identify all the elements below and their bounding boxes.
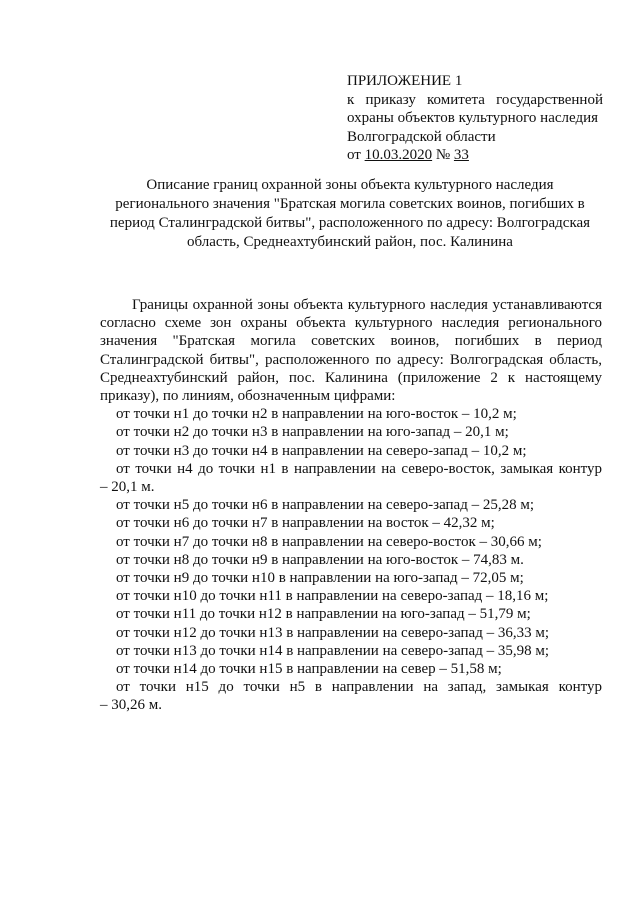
intro-line: согласно схеме зон охраны объекта культурного наследия регионального: [100, 315, 602, 332]
order-number: 33: [453, 147, 469, 163]
appendix-date-line: [347, 146, 603, 165]
segment-line: от точки н1 до точки н2 в направлении на юго-восток – 10,2 м;: [116, 406, 517, 423]
segment-line: от точки н10 до точки н11 в направлении на северо-запад – 18,16 м;: [116, 588, 549, 605]
segment-line: от точки н8 до точки н9 в направлении на юго-восток – 74,83 м.: [116, 551, 524, 568]
segment-line: от точки н6 до точки н7 в направлении на восток – 42,32 м;: [116, 515, 495, 532]
number-prefix: №: [435, 147, 451, 163]
title-line: регионального значения "Братская могила советских воинов, погибших в: [115, 196, 585, 212]
intro-line: Среднеахтубинский район, пос. Калинина (приложение 2 к настоящему: [100, 369, 602, 386]
document-body: [100, 296, 602, 715]
intro-line: Границы охранной зоны объекта культурного наследия устанавливаются: [132, 297, 602, 313]
document-title: [100, 176, 600, 252]
segment-line: от точки н11 до точки н12 в направлении на юго-запад – 51,79 м;: [116, 606, 531, 623]
intro-line: приказу), по линиям, обозначенным цифрами:: [100, 388, 396, 405]
segment-close-tail: – 20,1 м.: [100, 479, 155, 496]
segment-close-tail: – 30,26 м.: [100, 697, 162, 714]
segment-line: от точки н2 до точки н3 в направлении на юго-запад – 20,1 м;: [116, 424, 509, 441]
segment-line: от точки н14 до точки н15 в направлении на север – 51,58 м;: [116, 661, 502, 678]
intro-line: значения "Братская могила советских воинов, погибших в период: [100, 333, 602, 350]
order-date: 10.03.2020: [364, 147, 433, 163]
segment-line: от точки н7 до точки н8 в направлении на северо-восток – 30,66 м;: [116, 533, 542, 550]
title-line: период Сталинградской битвы", расположенного по адресу: Волгоградская: [109, 215, 591, 231]
title-line: область, Среднеахтубинский район, пос. Калинина: [187, 234, 513, 250]
segment-line: от точки н3 до точки н4 в направлении на северо-запад – 10,2 м;: [116, 442, 527, 459]
segment-line: от точки н9 до точки н10 в направлении на юго-запад – 72,05 м;: [116, 570, 524, 587]
appendix-header: [347, 72, 603, 165]
segment-line: от точки н13 до точки н14 в направлении на северо-запад – 35,98 м;: [116, 642, 550, 659]
appendix-title: ПРИЛОЖЕНИЕ 1: [347, 73, 463, 89]
date-prefix: от: [347, 147, 361, 163]
title-line: Описание границ охранной зоны объекта культурного наследия: [146, 177, 554, 193]
segment-line: от точки н12 до точки н13 в направлении на северо-запад – 36,33 м;: [116, 624, 550, 641]
intro-line: Сталинградской битвы", расположенного по адресу: Волгоградская область,: [100, 351, 602, 368]
segment-line: от точки н5 до точки н6 в направлении на северо-запад – 25,28 м;: [116, 497, 535, 514]
appendix-line-3: Волгоградской области: [347, 128, 496, 145]
segment-close-line: от точки н15 до точки н5 в направлении на запад, замыкая контур: [116, 679, 602, 696]
segment-close-line: от точки н4 до точки н1 в направлении на северо-восток, замыкая контур: [116, 460, 602, 477]
appendix-line-2: охраны объектов культурного наследия: [347, 110, 599, 126]
appendix-line-1: к приказу комитета государственной: [347, 91, 603, 108]
